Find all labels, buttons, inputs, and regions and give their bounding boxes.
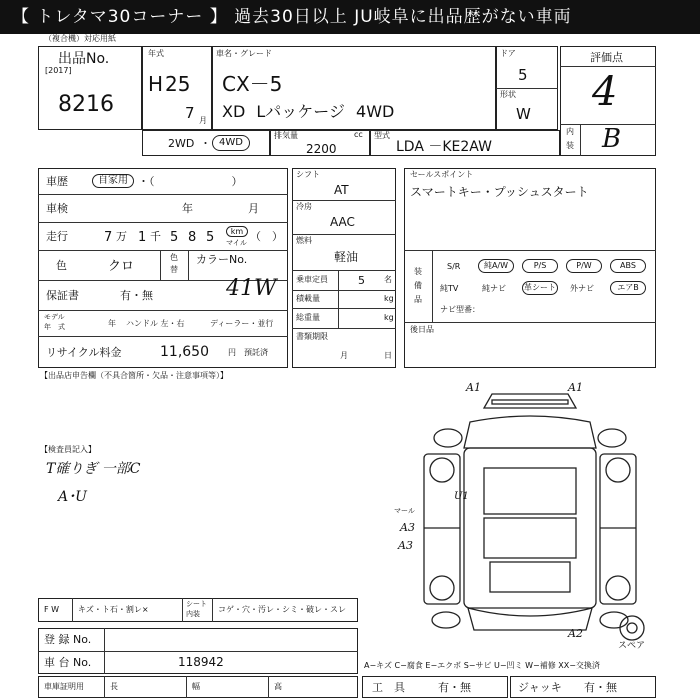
equip-navi: 純ナビ [482, 284, 506, 293]
equipment-label-1: 装 [414, 267, 422, 276]
model-code-value: LDA －KE2AW [396, 139, 492, 155]
capacity-unit: 名 [384, 275, 392, 284]
car-diagram [400, 378, 660, 648]
mileage-man-unit: 万 [116, 230, 127, 243]
inspection-year: 年 [182, 202, 193, 215]
year-era: H [148, 72, 164, 96]
gross-unit: kg [384, 313, 394, 322]
inspector-line2: A･U [58, 489, 87, 505]
cert-length: 長 [110, 682, 118, 691]
color-label: 色 [56, 259, 67, 272]
model-year-handle: ハンドル 左・右 [126, 319, 185, 328]
registration-label: 登 録 No. [44, 633, 92, 646]
mileage-sen-unit: 千 [150, 230, 161, 243]
mileage-sen: 1 [138, 230, 147, 245]
seller-note: 【出品店申告欄（不具合箇所・欠品・注意事項等）】 [40, 371, 228, 380]
year-month: 7 [185, 104, 195, 122]
color-value: クロ [108, 259, 135, 274]
interior-label-1: 内 [566, 127, 574, 136]
equipment-label-2: 備 [414, 281, 422, 290]
doors-value: 5 [518, 66, 528, 84]
mileage-man: 7 [104, 230, 113, 245]
displacement-value: 2200 [306, 142, 337, 156]
equip-tv: 純TV [440, 284, 459, 293]
fw-seat-1: シート [186, 600, 207, 608]
mark-u1: U1 [454, 491, 469, 502]
shape-label: 形状 [500, 90, 516, 99]
equip-ext-navi: 外ナビ [570, 284, 594, 293]
model-year-label-2: 年 式 [44, 323, 65, 331]
equip-abs: ABS [610, 259, 646, 273]
load-unit: kg [384, 294, 394, 303]
docs-day: 日 [384, 351, 392, 360]
navi-model: ナビ型番： [440, 305, 480, 314]
inspector-line1: T確りぎ 一部C [46, 461, 141, 477]
score-label: 評価点 [590, 51, 623, 64]
mileage-ichi: 5 [206, 230, 215, 245]
history-label: 車歴 [46, 175, 68, 188]
lot-year-tag: [2017] [45, 66, 72, 75]
recycle-note: 預託済 [244, 348, 268, 357]
mileage-label: 走行 [46, 230, 68, 243]
doors-label: ドア [500, 49, 516, 58]
drive-2wd: 2WD [168, 137, 195, 150]
info-box [38, 168, 288, 368]
spare-label: スペア [618, 641, 646, 651]
equip-ps: P/S [522, 259, 558, 273]
equip-sr: S/R [447, 262, 461, 271]
equip-pw: P/W [566, 259, 602, 273]
fw-items: キズ・ト石・割レ× [78, 605, 149, 614]
lot-number: 8216 [58, 92, 114, 117]
mileage-hyaku: 5 [170, 230, 179, 245]
recycle-label: リサイクル料金 [46, 346, 122, 359]
warranty-label: 保証書 [46, 289, 79, 302]
mileage-km: km [226, 226, 248, 237]
year-month-unit: 月 [199, 116, 207, 125]
history-rest: ・（ ） [138, 175, 243, 188]
lot-label: 出品No. [58, 51, 110, 67]
gross-label: 総重量 [296, 313, 320, 322]
mileage-ju: 8 [188, 230, 197, 245]
equipment-label-3: 品 [414, 295, 422, 304]
color-code-label: カラーNo. [196, 253, 248, 266]
cert-width: 幅 [192, 682, 200, 691]
color-change-1: 色 [170, 253, 178, 262]
load-label: 積載量 [296, 294, 320, 303]
sales-point-value: スマートキー・プッシュスタート [410, 185, 589, 199]
recycle-value: 11,650 [160, 344, 209, 360]
year-label: 年式 [148, 49, 164, 58]
docs-label: 書類期限 [296, 332, 328, 341]
model-year-year: 年 [108, 319, 116, 328]
model-year-dealer: ディーラー・並行 [210, 319, 274, 328]
year-value: 25 [165, 72, 191, 96]
model-code-label: 型式 [374, 131, 390, 140]
mileage-mile: マイル [226, 239, 247, 247]
mark-a3-lower: A3 [398, 539, 413, 552]
drive-4wd: 4WD [212, 135, 250, 151]
top-note: （複合機）対応用紙 [44, 34, 116, 43]
model-grade: XD Lパッケージ 4WD [222, 102, 395, 121]
drive-dot: ・ [200, 137, 211, 150]
inspector-label: 【検査員記入】 [40, 445, 96, 454]
mileage-paren: （ ） [250, 230, 283, 243]
mark-a1-right: A1 [568, 381, 583, 394]
inspection-label: 車検 [46, 202, 68, 215]
recycle-unit: 円 [228, 348, 236, 357]
equip-leather: 革シート [522, 281, 558, 295]
jack-value: 有・無 [584, 681, 617, 694]
fuel-value: 軽油 [334, 250, 359, 264]
mark-a1-left: A1 [466, 381, 481, 394]
ac-label: 冷房 [296, 202, 312, 211]
shift-label: シフト [296, 170, 320, 179]
legend: A−キズ C−腐食 E−エクボ S−サビ U−凹ミ W−補修 XX−交換済 [364, 661, 600, 670]
docs-month: 月 [340, 351, 348, 360]
jack-label: ジャッキ [518, 681, 562, 694]
mark-a3-upper: A3 [400, 521, 415, 534]
cert-height: 高 [274, 682, 282, 691]
tools-value: 有・無 [438, 681, 471, 694]
fw-seat-2: 内装 [186, 610, 200, 618]
shift-value: AT [334, 183, 349, 197]
inspection-month: 月 [248, 202, 259, 215]
interior-value: B [602, 124, 622, 154]
model-year-label-1: モデル [44, 313, 65, 321]
fw-seat-items: コゲ・穴・汚レ・シミ・破レ・スレ [218, 605, 346, 614]
cert-label: 車庫証明用 [44, 682, 84, 691]
equip-airbag: エアB [610, 281, 646, 295]
ac-value: AAC [330, 215, 355, 229]
mark-a2: A2 [568, 627, 583, 640]
displacement-unit: cc [354, 130, 363, 139]
model-label: 車名・グレード [216, 49, 272, 58]
warranty-value: 有・無 [120, 289, 153, 302]
sales-point-label: セールスポイント [410, 170, 474, 179]
capacity-value: 5 [358, 274, 365, 287]
tools-label: 工 具 [372, 681, 405, 694]
capacity-label: 乗車定員 [296, 275, 328, 284]
model-name: CX－5 [222, 72, 283, 96]
color-code: 41W [226, 276, 277, 301]
equip-aw: 純A/W [478, 259, 514, 273]
color-change-2: 替 [170, 265, 178, 274]
shape-value: W [516, 105, 531, 123]
fuel-label: 燃料 [296, 236, 312, 245]
score-value: 4 [592, 69, 618, 115]
interior-label-2: 装 [566, 141, 574, 150]
after-label: 後日品 [410, 325, 434, 334]
side-note: マール [394, 507, 415, 515]
displacement-label: 排気量 [274, 131, 298, 140]
chassis-value: 118942 [178, 655, 224, 669]
chassis-label: 車 台 No. [44, 656, 92, 669]
banner: 【 トレタマ30コーナー 】 過去30日以上 JU岐阜に出品歴がない車両 [0, 0, 700, 34]
history-value: 自家用 [92, 174, 134, 188]
fw-label: F W [44, 605, 60, 614]
